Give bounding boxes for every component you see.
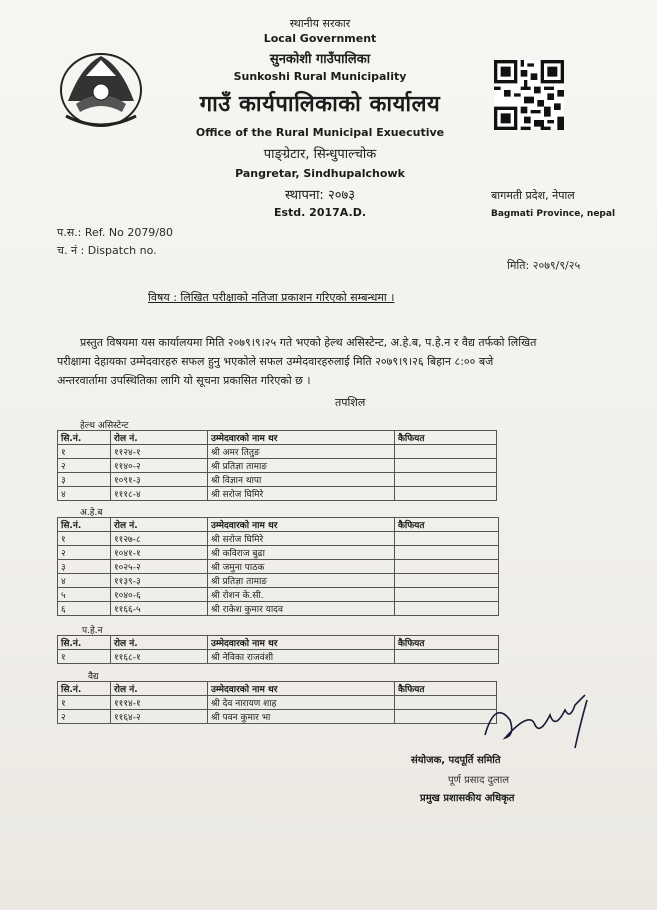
province-dev: बागमती प्रदेश, नेपाल: [491, 189, 575, 202]
table-row: [58, 650, 499, 664]
qr-code-icon: [494, 60, 564, 130]
col-name: उम्मेदवारको नाम थर: [208, 682, 395, 696]
tapsil-heading: तपशिल: [335, 396, 366, 409]
col-remarks: कैफियत: [395, 682, 497, 696]
cell-roll: ११४०-२: [111, 459, 208, 473]
table-row: [58, 588, 499, 602]
cell-roll: ११६६-५: [111, 602, 208, 616]
estd-dev: स्थापना: २०७३: [285, 188, 355, 203]
table-row: [58, 445, 497, 459]
cell-sn: २: [58, 710, 111, 724]
cell-roll: १११८-४: [111, 487, 208, 501]
cell-sn: ६: [58, 602, 111, 616]
cell-name: श्री जमुना पाठक: [208, 560, 395, 574]
col-sn: सि.नं.: [58, 431, 111, 445]
office-dev: गाउँ कार्यपालिकाको कार्यालय: [199, 92, 441, 117]
cell-sn: ३: [58, 473, 111, 487]
cell-remarks: [395, 546, 499, 560]
table-header-row: [58, 636, 499, 650]
cell-roll: १०९१-३: [111, 473, 208, 487]
results-table-ahw: [57, 517, 499, 616]
cell-remarks: [395, 487, 497, 501]
cell-sn: ५: [58, 588, 111, 602]
col-roll: रोल नं.: [111, 431, 208, 445]
col-remarks: कैफियत: [395, 518, 499, 532]
cell-remarks: [395, 588, 499, 602]
cell-name: श्री कविराज बुढा: [208, 546, 395, 560]
table-row: [58, 473, 497, 487]
cell-name: श्री प्रतिज्ञा तामाङ: [208, 574, 395, 588]
cell-name: श्री अमर तितुङ: [208, 445, 395, 459]
cell-remarks: [395, 445, 497, 459]
province-en: Bagmati Province, nepal: [491, 209, 616, 219]
cell-roll: १०४०-६: [111, 588, 208, 602]
rm-dev: सुनकोशी गाउँपालिका: [269, 52, 371, 67]
rm-en: Sunkoshi Rural Municipality: [233, 70, 407, 83]
cell-remarks: [395, 602, 499, 616]
cell-name: श्री देव नारायण शाह: [208, 696, 395, 710]
col-name: उम्मेदवारको नाम थर: [208, 431, 395, 445]
table-row: [58, 710, 497, 724]
cell-sn: ४: [58, 487, 111, 501]
cell-sn: ३: [58, 560, 111, 574]
col-roll: रोल नं.: [111, 518, 208, 532]
cell-roll: ११६८-१: [111, 650, 208, 664]
col-name: उम्मेदवारको नाम थर: [208, 518, 395, 532]
estd-en: Estd. 2017A.D.: [273, 206, 367, 219]
table-header-row: [58, 518, 499, 532]
cell-sn: १: [58, 532, 111, 546]
cell-remarks: [395, 532, 499, 546]
letter-date: मिति: २०७९/९/२५: [507, 259, 581, 272]
col-roll: रोल नं.: [111, 636, 208, 650]
gov-dev: स्थानीय सरकार: [289, 17, 351, 30]
signatory-name: पूर्ण प्रसाद दुलाल: [448, 775, 510, 786]
group-title-vaidya: वैद्य: [88, 672, 99, 682]
cell-remarks: [395, 574, 499, 588]
cell-name: श्री पवन कुमार भा: [208, 710, 395, 724]
table-header-row: [58, 431, 497, 445]
signatory-post: प्रमुख प्रशासकीय अधिकृत: [420, 793, 515, 804]
col-sn: सि.नं.: [58, 636, 111, 650]
table-row: [58, 546, 499, 560]
address-en: Pangretar, Sindhupalchowk: [235, 167, 405, 180]
results-table-anm: [57, 635, 499, 664]
cell-name: श्री प्रतिज्ञा तामाङ: [208, 459, 395, 473]
cell-remarks: [395, 650, 499, 664]
table-row: [58, 487, 497, 501]
col-remarks: कैफियत: [395, 636, 499, 650]
dispatch-number: च. नं : Dispatch no.: [57, 244, 157, 257]
cell-roll: ११६४-२: [111, 710, 208, 724]
signatory-title: संयोजक, पदपूर्ति समिति: [411, 755, 501, 766]
nepal-emblem-icon: [56, 46, 146, 130]
col-name: उम्मेदवारको नाम थर: [208, 636, 395, 650]
cell-sn: २: [58, 459, 111, 473]
subject-line: विषय : लिखित परीक्षाको नतिजा प्रकाशन गरिएको सम्बन्धमा ।: [148, 291, 395, 304]
results-table-health-assistant: [57, 430, 497, 501]
office-en: Office of the Rural Municipal Exuecutive: [195, 126, 445, 139]
cell-roll: ११३९-३: [111, 574, 208, 588]
group-title-anm: प.हे.न: [82, 626, 103, 636]
cell-sn: २: [58, 546, 111, 560]
cell-roll: १०२५-२: [111, 560, 208, 574]
col-remarks: कैफियत: [395, 431, 497, 445]
cell-roll: ११२४-१: [111, 445, 208, 459]
cell-sn: ४: [58, 574, 111, 588]
cell-sn: १: [58, 445, 111, 459]
table-row: [58, 696, 497, 710]
gov-en: Local Government: [263, 32, 377, 45]
table-row: [58, 560, 499, 574]
cell-name: श्री सरोज घिमिरे: [208, 532, 395, 546]
cell-name: श्री रोशन के.सी.: [208, 588, 395, 602]
cell-name: श्री नेविका राजवंशी: [208, 650, 395, 664]
cell-remarks: [395, 459, 497, 473]
col-sn: सि.नं.: [58, 682, 111, 696]
cell-roll: १११४-१: [111, 696, 208, 710]
col-sn: सि.नं.: [58, 518, 111, 532]
address-dev: पाङ्ग्रेटार, सिन्धुपाल्चोक: [263, 147, 377, 162]
ref-number: प.स.: Ref. No 2079/80: [57, 226, 174, 239]
cell-roll: ११२७-८: [111, 532, 208, 546]
cell-remarks: [395, 473, 497, 487]
cell-name: श्री राकेश कुमार यादव: [208, 602, 395, 616]
table-row: [58, 574, 499, 588]
body-line-3: अन्तरवार्तामा उपस्थितिका लागि यो सूचना प्रकासित गरिएको छ ।: [57, 374, 311, 387]
group-title-health-assistant: हेल्थ असिस्टेन्ट: [80, 421, 129, 431]
body-line-1: प्रस्तुत विषयमा यस कार्यालयमा मिति २०७९।९।२५ गते भएको हेल्थ असिस्टेन्ट, अ.हे.ब, प.हे.न र वैद्य तर्फको लिखित: [80, 336, 537, 349]
results-table-vaidya: [57, 681, 497, 724]
table-row: [58, 459, 497, 473]
table-header-row: [58, 682, 497, 696]
table-row: [58, 602, 499, 616]
col-roll: रोल नं.: [111, 682, 208, 696]
cell-sn: १: [58, 650, 111, 664]
cell-name: श्री विज्ञान थापा: [208, 473, 395, 487]
signature-icon: [475, 690, 605, 750]
table-row: [58, 532, 499, 546]
cell-name: श्री सरोज घिमिरे: [208, 487, 395, 501]
cell-remarks: [395, 560, 499, 574]
cell-sn: १: [58, 696, 111, 710]
group-title-ahw: अ.हे.ब: [80, 508, 103, 518]
cell-roll: १०४१-१: [111, 546, 208, 560]
body-line-2: परीक्षामा देहायका उम्मेदवारहरु सफल हुनु भएकोले सफल उम्मेदवारहरुलाई मिति २०७९।९।२६ बिहान ८:०० बजे: [57, 355, 494, 368]
